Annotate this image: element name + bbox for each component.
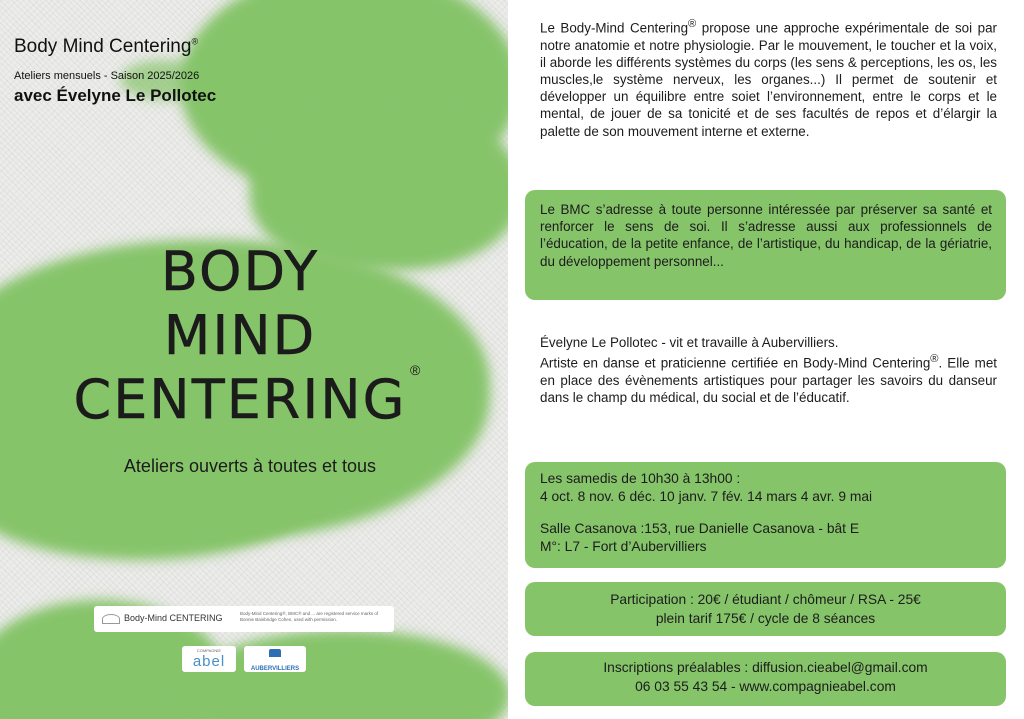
aubervilliers-logo [244, 646, 306, 672]
intro-paragraph [540, 16, 997, 140]
big-title-line-1: BODY [160, 240, 320, 303]
bmc-logo [102, 613, 223, 624]
aubervilliers-logo-text: AUBERVILLIERS [250, 666, 300, 672]
lotus-icon [102, 614, 120, 624]
address-metro: M°: L7 - Fort d’Aubervilliers [540, 538, 707, 554]
instructor-text-rest: . Elle met en place des évènements artistiques pour partager les savoirs du danseur dans le champ du médical, du social et de l’éducatif. [540, 355, 997, 406]
registered-mark: ® [930, 353, 939, 366]
header-title-text: Body Mind Centering [14, 36, 192, 57]
big-title-line-2: MIND [163, 304, 317, 367]
contact-email: Inscriptions préalables : diffusion.cieabel@gmail.com [603, 660, 928, 675]
registered-mark: ® [191, 36, 199, 47]
pricing [525, 590, 1006, 628]
registered-mark: ® [688, 18, 697, 30]
address-street: Salle Casanova :153, rue Danielle Casanova - bât E [540, 521, 860, 536]
tagline: Ateliers ouverts à toutes et tous [123, 456, 377, 476]
schedule [540, 470, 990, 505]
contact-phone-website: 06 03 55 43 54 - www.compagnieabel.com [635, 679, 896, 694]
audience-box [525, 190, 1006, 300]
pricing-box [525, 582, 1006, 636]
bmc-logo-strip [94, 606, 394, 632]
crown-icon [269, 649, 281, 657]
bmc-logo-text: Body-Mind CENTERING [124, 613, 223, 623]
instructor-paragraph [540, 334, 997, 406]
contact-box [525, 652, 1006, 706]
intro-paragraph-start: Le Body-Mind Centering [540, 20, 689, 36]
header-subtitle: Ateliers mensuels - Saison 2025/2026 [14, 70, 200, 82]
schedule-dates: 4 oct. 8 nov. 6 déc. 10 janv. 7 fév. 14 mars 4 avr. 9 mai [540, 488, 873, 504]
pricing-full: plein tarif 175€ / cycle de 8 séances [655, 611, 876, 626]
intro-paragraph-rest: propose une approche expérimentale de soi par notre anatomie et notre physiologie. Par le mouvement, le toucher et la voix, il aborde les différents systèmes du corps (les sens & perceptions, les os, les muscles,le système nerveux, les organes...) Il permet de soutenir et développer un équilibre entre soiet l’environnement, entre le corps et le mental, de jouer de sa tonicité et de ses facultés de repos et d’élargir la palette de son mouvement interne et externe. [540, 20, 997, 139]
abel-logo [182, 646, 236, 672]
pricing-reduced: Participation : 20€ / étudiant / chômeur / RSA - 25€ [610, 592, 921, 607]
instructor-line-1: Évelyne Le Pollotec - vit et travaille à Aubervilliers. [540, 335, 839, 350]
big-title-line-3: CENTERING [73, 368, 407, 431]
big-title-registered-mark: ® [410, 362, 421, 378]
green-brush-stroke [180, 630, 508, 719]
header-instructor: avec Évelyne Le Pollotec [14, 86, 217, 105]
schedule-time: Les samedis de 10h30 à 13h00 : [540, 471, 741, 486]
abel-logo-text: abel [192, 653, 226, 670]
abel-logo-company: COMPAGNIE [196, 648, 222, 653]
trademark-notice: Body-Mind Centering®, BMC® and ... are registered service marks of Bonnie Bainbridge Cohen, used with permission. [240, 611, 379, 622]
audience-text: Le BMC s’adresse à toute personne intéressée par préserver sa santé et renforcer le sens de soi. Il s’adresse aussi aux professionnels de l’éducation, de la petite enfance, de l’artistique, du handicap, de la gériatrie, du développement personnel... [540, 202, 992, 269]
left-panel [0, 0, 508, 719]
address [540, 520, 990, 555]
right-panel [508, 0, 1024, 719]
header-title [14, 36, 198, 58]
contact [525, 658, 1006, 696]
instructor-text-start: Artiste en danse et praticienne certifiée en Body-Mind Centering [540, 355, 931, 371]
schedule-box [525, 462, 1006, 568]
